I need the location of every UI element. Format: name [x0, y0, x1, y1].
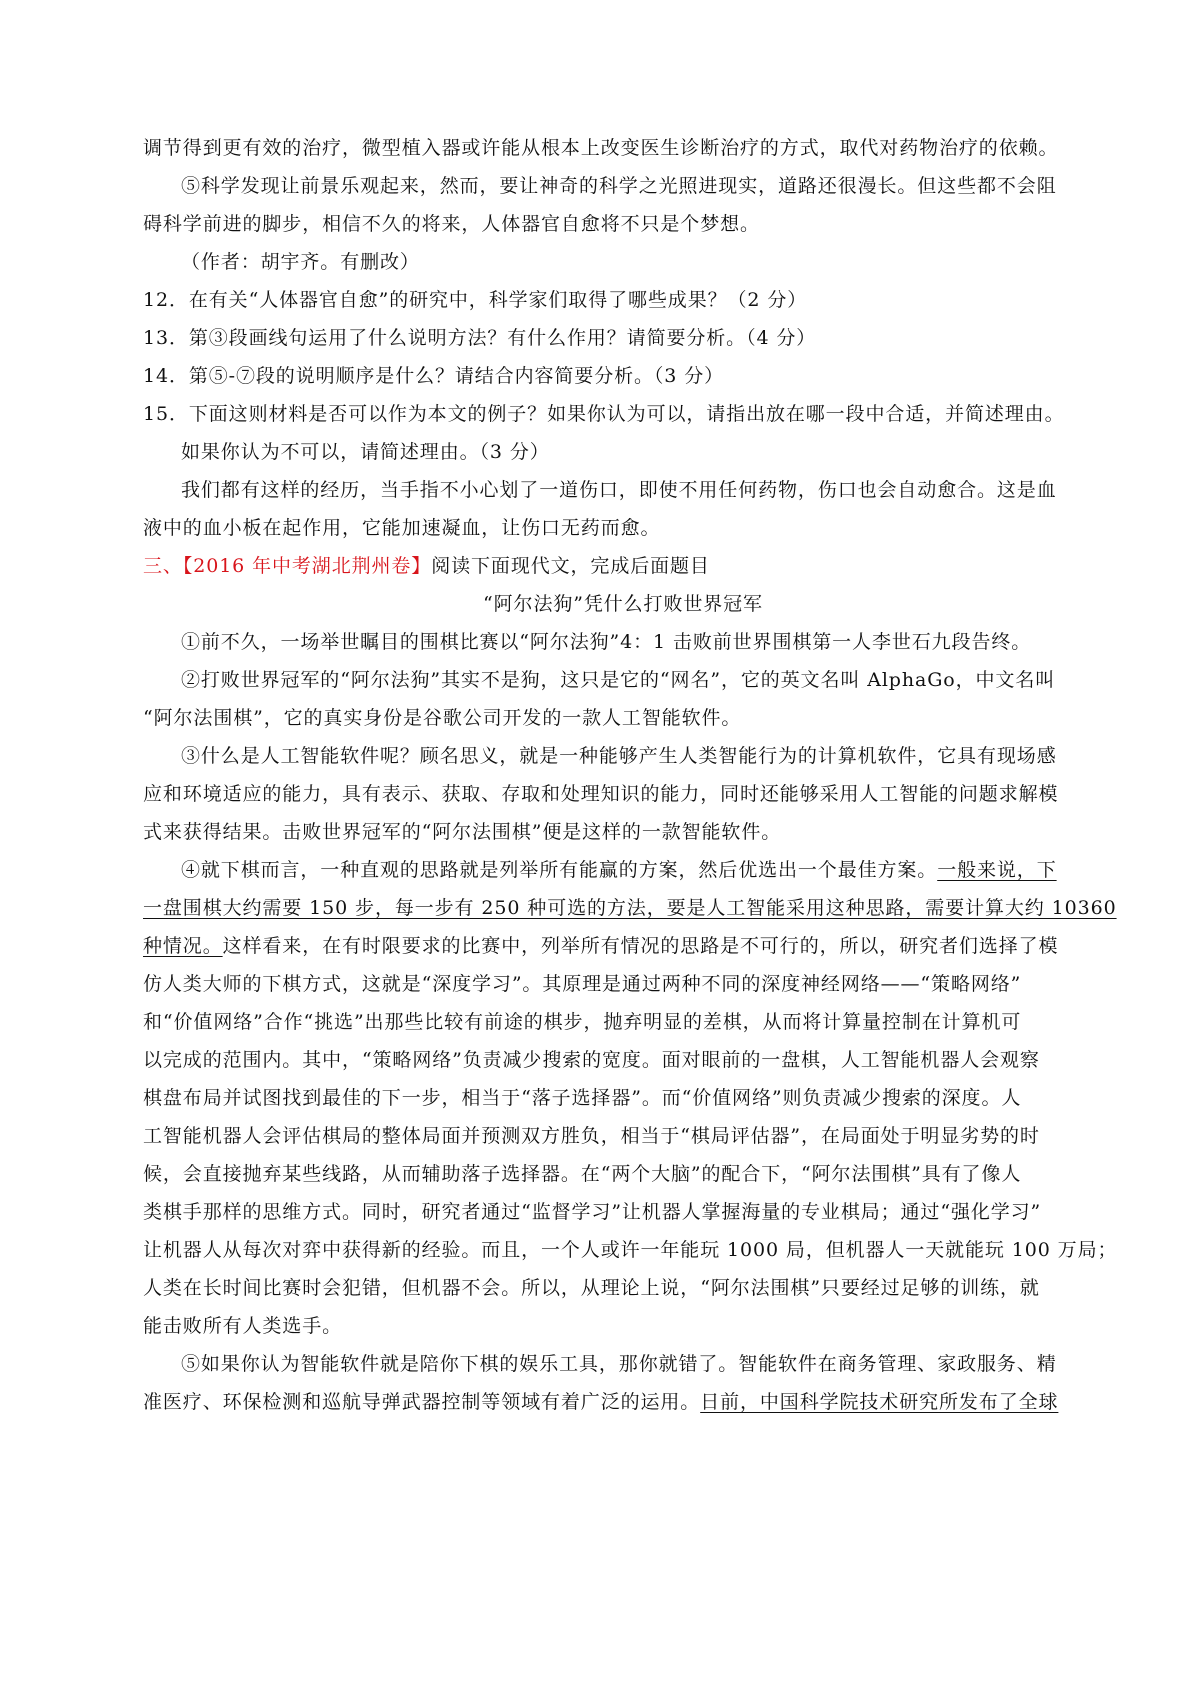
article-paragraph-4-line-3	[143, 933, 1103, 959]
paragraph-4-text: ④就下棋而言，一种直观的思路就是列举所有能赢的方案，然后优选出一个最佳方案。	[181, 859, 938, 881]
question-12: 12．在有关“人体器官自愈”的研究中，科学家们取得了哪些成果？（2 分）	[143, 289, 808, 311]
article-paragraph-4-line: 工智能机器人会评估棋局的整体局面并预测双方胜负，相当于“棋局评估器”，在局面处于明显劣势的时	[143, 1125, 1040, 1147]
question-15-line-1: 15．下面这则材料是否可以作为本文的例子？如果你认为可以，请指出放在哪一段中合适，并简述理由。	[143, 403, 1065, 425]
exam-source: 【2016 年中考湖北荆州卷】	[182, 555, 432, 577]
article-paragraph-4-line: 棋盘布局并试图找到最佳的下一步，相当于“落子选择器”。而“价值网络”则负责减少搜索的深度。人	[143, 1087, 1022, 1109]
article-paragraph-2-line-1: ②打败世界冠军的“阿尔法狗”其实不是狗，这只是它的“网名”，它的英文名叫 AlphaGo，中文名叫	[181, 669, 1056, 691]
article-paragraph-1: ①前不久，一场举世瞩目的围棋比赛以“阿尔法狗”4：1 击败前世界围棋第一人李世石九段告终。	[181, 631, 1032, 653]
section-3-heading	[143, 553, 1103, 579]
paragraph-5-line-1: ⑤科学发现让前景乐观起来，然而，要让神奇的科学之光照进现实，道路还很漫长。但这些都不会阻	[181, 175, 1057, 197]
article-paragraph-3-line-1: ③什么是人工智能软件呢？顾名思义，就是一种能够产生人类智能行为的计算机软件，它具有现场感	[181, 745, 1057, 767]
question-15-line-2: 如果你认为不可以，请简述理由。（3 分）	[181, 441, 550, 463]
article-paragraph-4-line: 类棋手那样的思维方式。同时，研究者通过“监督学习”让机器人掌握海量的专业棋局；通过“强化学习”	[143, 1201, 1042, 1223]
author-note: （作者：胡宇齐。有删改）	[181, 251, 420, 273]
underlined-sentence: 一盘围棋大约需要 150 步，每一步有 250 种可选的方法，要是人工智能采用这种思路，需要计算大约 10360	[143, 897, 1117, 919]
article-paragraph-4-line-2	[143, 895, 1117, 921]
underlined-sentence: 一般来说，下	[937, 859, 1057, 881]
article-paragraph-4-line: 让机器人从每次对弈中获得新的经验。而且，一个人或许一年能玩 1000 局，但机器人一天就能玩 100 万局；	[143, 1239, 1118, 1261]
question-13: 13．第③段画线句运用了什么说明方法？有什么作用？请简要分析。（4 分）	[143, 327, 817, 349]
underlined-sentence: 日前，中国科学院技术研究所发布了全球	[700, 1391, 1059, 1413]
material-line-1: 我们都有这样的经历，当手指不小心划了一道伤口，即使不用任何药物，伤口也会自动愈合。这是血	[181, 479, 1057, 501]
article-paragraph-3-line-2: 应和环境适应的能力，具有表示、获取、存取和处理知识的能力，同时还能够采用人工智能的问题求解模	[143, 783, 1059, 805]
article-paragraph-4-line: 以完成的范围内。其中，“策略网络”负责减少搜索的宽度。面对眼前的一盘棋，人工智能机器人会观察	[143, 1049, 1040, 1071]
paragraph-5-text: 准医疗、环保检测和巡航导弹武器控制等领域有着广泛的运用。	[143, 1391, 701, 1413]
paragraph-4-text: 这样看来，在有时限要求的比赛中，列举所有情况的思路是不可行的，所以，研究者们选择了模	[222, 935, 1059, 957]
section-instruction: 阅读下面现代文，完成后面题目	[431, 555, 710, 577]
article-paragraph-4-line: 候，会直接抛弃某些线路，从而辅助落子选择器。在“两个大脑”的配合下，“阿尔法围棋”具有了像人	[143, 1163, 1022, 1185]
section-number: 三、	[143, 555, 183, 577]
paragraph-5-line-2: 碍科学前进的脚步，相信不久的将来，人体器官自愈将不只是个梦想。	[143, 213, 760, 235]
article-paragraph-5-line-2	[143, 1389, 1103, 1415]
article-paragraph-4-line: 能击败所有人类选手。	[143, 1315, 343, 1337]
article-paragraph-4-line: 和“价值网络”合作“挑选”出那些比较有前途的棋步，抛弃明显的差棋，从而将计算量控制在计算机可	[143, 1011, 1022, 1033]
article-paragraph-2-line-2: “阿尔法围棋”，它的真实身份是谷歌公司开发的一款人工智能软件。	[143, 707, 742, 729]
article-paragraph-3-line-3: 式来获得结果。击败世界冠军的“阿尔法围棋”便是这样的一款智能软件。	[143, 821, 782, 843]
article-paragraph-4-line: 人类在长时间比赛时会犯错，但机器不会。所以，从理论上说，“阿尔法围棋”只要经过足够的训练，就	[143, 1277, 1040, 1299]
article-paragraph-4-line: 仿人类大师的下棋方式，这就是“深度学习”。其原理是通过两种不同的深度神经网络——“策略网络”	[143, 973, 1022, 995]
article-title: “阿尔法狗”凭什么打败世界冠军	[483, 593, 763, 615]
article-paragraph-4-line-1	[181, 857, 1141, 883]
article-paragraph-5-line-1: ⑤如果你认为智能软件就是陪你下棋的娱乐工具，那你就错了。智能软件在商务管理、家政服务、精	[181, 1353, 1057, 1375]
material-line-2: 液中的血小板在起作用，它能加速凝血，让伤口无药而愈。	[143, 517, 661, 539]
text-line: 调节得到更有效的治疗，微型植入器或许能从根本上改变医生诊断治疗的方式，取代对药物治疗的依赖。	[143, 137, 1059, 159]
underlined-sentence: 种情况。	[143, 935, 223, 957]
question-14: 14．第⑤-⑦段的说明顺序是什么？请结合内容简要分析。（3 分）	[143, 365, 725, 387]
